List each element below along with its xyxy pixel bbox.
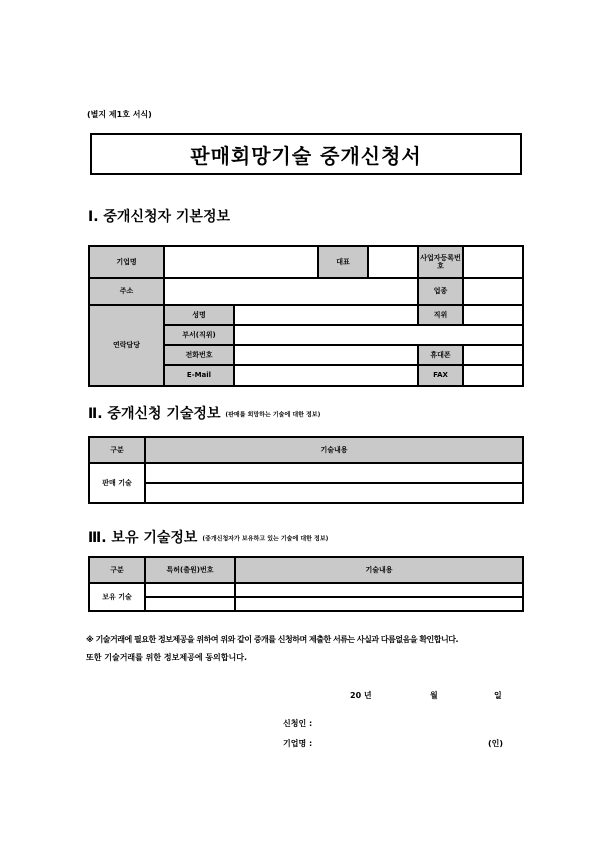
req-col-content: 기술내용 bbox=[145, 437, 523, 463]
note-line-1: ※ 기술거래에 필요한 정보제공을 위하여 위와 같이 중개를 신청하며 제출한 서류는 사실과 다름없음을 확인합니다. bbox=[86, 635, 459, 644]
own-content-field-1[interactable] bbox=[235, 583, 523, 597]
fax-label: FAX bbox=[418, 365, 463, 386]
own-content-field-2[interactable] bbox=[235, 597, 523, 611]
address-field[interactable] bbox=[164, 278, 418, 305]
confirmation-note bbox=[86, 631, 516, 667]
seal-mark: (인) bbox=[488, 739, 504, 748]
mobile-field[interactable] bbox=[463, 345, 523, 365]
phone-label: 전화번호 bbox=[164, 345, 234, 365]
company-name-field[interactable] bbox=[164, 246, 318, 278]
department-label: 부서(직위) bbox=[164, 325, 234, 345]
contact-group-label: 연락담당 bbox=[89, 305, 164, 386]
date-year: 20 년 bbox=[350, 691, 372, 700]
date-month: 월 bbox=[430, 691, 438, 700]
contact-name-label: 성명 bbox=[164, 305, 234, 325]
own-col-patent: 특허(출원)번호 bbox=[145, 557, 235, 583]
req-col-type: 구분 bbox=[89, 437, 145, 463]
ceo-label: 대표 bbox=[318, 246, 368, 278]
req-content-field-1[interactable] bbox=[145, 463, 523, 483]
section3-subheading: (중개신청자가 보유하고 있는 기술에 대한 정보) bbox=[202, 535, 329, 543]
req-content-field-2[interactable] bbox=[145, 483, 523, 503]
document-title bbox=[90, 133, 522, 175]
fax-field[interactable] bbox=[463, 365, 523, 386]
industry-label: 업종 bbox=[418, 278, 463, 305]
note-line-2: 또한 기술거래를 위한 정보제공에 동의합니다. bbox=[86, 653, 248, 662]
section1-heading-text: Ⅰ. 중개신청자 기본정보 bbox=[88, 209, 230, 225]
email-field[interactable] bbox=[234, 365, 418, 386]
own-patent-field-1[interactable] bbox=[145, 583, 235, 597]
biz-number-label: 사업자등록번호 bbox=[418, 246, 463, 278]
position-label: 직위 bbox=[418, 305, 463, 325]
section2-heading bbox=[88, 403, 320, 423]
department-field[interactable] bbox=[234, 325, 523, 345]
industry-field[interactable] bbox=[463, 278, 523, 305]
phone-field[interactable] bbox=[234, 345, 418, 365]
contact-name-field[interactable] bbox=[234, 305, 418, 325]
applicant-label: 신청인 : bbox=[283, 719, 313, 728]
own-col-content: 기술내용 bbox=[235, 557, 523, 583]
company-signature-label: 기업명 : bbox=[283, 739, 313, 748]
document-title-text: 판매회망기술 중개신청서 bbox=[190, 143, 422, 168]
requested-tech-table bbox=[88, 436, 524, 504]
section3-heading bbox=[88, 527, 328, 547]
company-name-label: 기업명 bbox=[89, 246, 164, 278]
date-day: 일 bbox=[494, 691, 502, 700]
biz-number-field[interactable] bbox=[463, 246, 523, 278]
req-row-label: 판매 기술 bbox=[89, 463, 145, 503]
section2-heading-text: Ⅱ. 중개신청 기술정보 bbox=[88, 406, 221, 422]
applicant-info-table bbox=[88, 245, 524, 387]
section3-heading-text: Ⅲ. 보유 기술정보 bbox=[88, 530, 198, 546]
form-number: (별지 제1호 서식) bbox=[87, 110, 152, 119]
section2-subheading: (판매를 희망하는 기술에 대한 정보) bbox=[225, 411, 321, 419]
address-label: 주소 bbox=[89, 278, 164, 305]
own-col-type: 구분 bbox=[89, 557, 145, 583]
ceo-field[interactable] bbox=[368, 246, 418, 278]
mobile-label: 휴대폰 bbox=[418, 345, 463, 365]
position-field[interactable] bbox=[463, 305, 523, 325]
owned-tech-table bbox=[88, 556, 524, 612]
section1-heading bbox=[88, 206, 230, 226]
own-row-label: 보유 기술 bbox=[89, 583, 145, 611]
own-patent-field-2[interactable] bbox=[145, 597, 235, 611]
email-label: E-Mail bbox=[164, 365, 234, 386]
